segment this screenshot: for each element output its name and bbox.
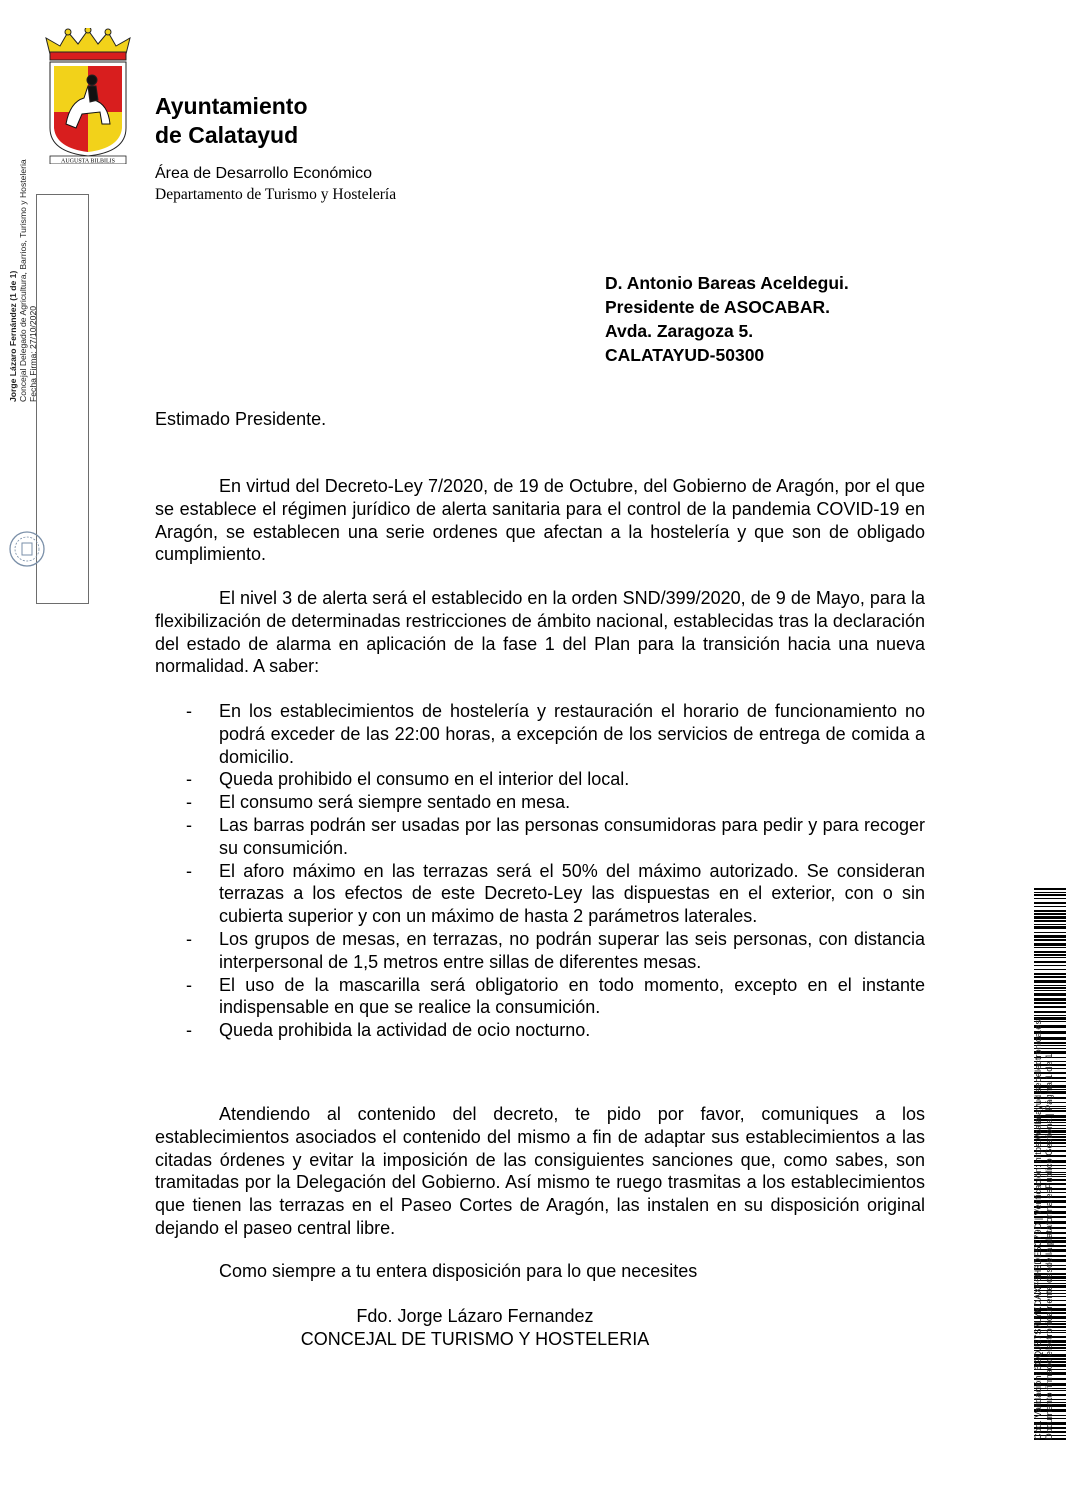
signature-name: Fdo. Jorge Lázaro Fernandez: [356, 1306, 594, 1326]
barcode-bar: [1034, 910, 1066, 912]
stamp-signer: Jorge Lázaro Fernández (1 de 1): [8, 270, 18, 402]
signature-stamp-text: [8, 152, 38, 402]
signature-block: [155, 1305, 795, 1351]
list-item-text: Las barras podrán ser usadas por las personas consumidoras para pedir y para recoger su consumición.: [219, 814, 925, 858]
org-name-line2: de Calatayud: [155, 122, 299, 148]
list-item-text: Los grupos de mesas, en terrazas, no podrán superar las seis personas, con distancia interpersonal de 1,5 metros entre sillas de diferentes mesas.: [219, 928, 925, 972]
barcode-bar: [1034, 916, 1066, 919]
stamp-date: Fecha Firma: 27/10/2020: [28, 305, 38, 402]
list-item: [155, 814, 925, 860]
bullet-dash: -: [186, 701, 192, 721]
org-area: Área de Desarrollo Económico: [155, 165, 372, 182]
recipient-line: Presidente de ASOCABAR.: [605, 297, 830, 317]
list-item-text: Queda prohibida la actividad de ocio nocturno.: [219, 1020, 591, 1041]
paragraph-intro: En virtud del Decreto-Ley 7/2020, de 19 de Octubre, del Gobierno de Aragón, por el que se establece el régimen jurídico de alerta sanitaria para el control de la pandemia COVID-19 en Aragón, se establecen una serie ordenes que afectan a la hostelería y que son de obligado cumplimiento.: [155, 476, 925, 565]
barcode-bar: [1034, 888, 1066, 890]
barcode-bar: [1034, 913, 1066, 915]
verification-code: Cód. Validación: 6GQJS7S7LYKDAXF6H3DE5C79D | Verificación: https://calatayud.sedelectronica.es/: [1033, 1017, 1043, 1440]
barcode-bar: [1034, 898, 1066, 899]
bullet-dash: -: [186, 814, 192, 835]
verification-platform: Documento firmado electrónicamente desde la plataforma esPublico Gestiona | Página 1 de 1: [1044, 1053, 1054, 1440]
salutation: Estimado Presidente.: [155, 409, 327, 429]
coat-motto: AUGUSTA BILBILIS: [60, 158, 116, 164]
list-item-text: El uso de la mascarilla será obligatorio en todo momento, excepto en el instante indispensable en que se realice la consumición.: [219, 974, 925, 1018]
barcode-bar: [1034, 902, 1066, 904]
recipient-address: [605, 271, 849, 367]
signature-title: CONCEJAL DE TURISMO Y HOSTELERIA: [300, 1329, 650, 1349]
list-item: [155, 1019, 925, 1042]
org-name-line1: Ayuntamiento: [155, 93, 308, 119]
measures-list: [155, 700, 925, 1042]
barcode-bar: [1034, 892, 1066, 893]
bullet-dash: -: [186, 769, 192, 790]
bullet-dash: -: [186, 1020, 192, 1041]
list-item-text: Queda prohibido el consumo en el interior del local.: [219, 769, 630, 790]
bullet-dash: -: [186, 928, 192, 949]
paragraph-request: Atendiendo al contenido del decreto, te pido por favor, comuniques a los establecimientos asociados el contenido del mismo a fin de adaptar sus establecimientos a las citadas órdenes y evitar la imposición de las consiguientes sanciones que, como sabes, son tramitadas por la Delegación del Gobierno. Así mismo te ruego trasmitas a los establecimientos que tienen las terrazas en el Paseo Cortes de Aragón, las instalen en su disposición original dejando el paseo central libre.: [155, 1104, 925, 1238]
bullet-dash: -: [186, 974, 192, 995]
list-item: [155, 974, 925, 1020]
list-item: [155, 928, 925, 974]
list-item: [155, 791, 925, 814]
org-department: Departamento de Turismo y Hostelería: [155, 186, 397, 203]
recipient-line: CALATAYUD-50300: [605, 345, 765, 365]
organization-name: [155, 92, 308, 150]
coat-of-arms-logo: [36, 28, 140, 164]
barcode-bar: [1034, 894, 1066, 896]
list-item: [155, 860, 925, 928]
list-item: [155, 700, 925, 768]
seal-icon: [8, 530, 46, 568]
paragraph-alert-level: El nivel 3 de alerta será el establecido en la orden SND/399/2020, de 9 de Mayo, para la flexibilización de determinadas restricciones de ámbito nacional, establecidas tras la declaración del estado de alarma en aplicación de la fase 1 del Plan para la transición hacia una nueva normalidad. A saber:: [155, 588, 925, 677]
closing-line: Como siempre a tu entera disposición para lo que necesites: [219, 1261, 698, 1281]
list-item-text: El aforo máximo en las terrazas será el 50% del máximo autorizado. Se consideran terrazas a los efectos de este Decreto-Ley las dispuestas en el exterior, con o sin cubierta superior y con un máximo de hasta 2 parámetros laterales.: [219, 860, 925, 927]
verification-text: [1033, 920, 1055, 1440]
bullet-dash: -: [186, 860, 192, 881]
stamp-role: Concejal Delegado de Agricultura, Barrios, Turismo y Hosteleria: [18, 159, 28, 402]
list-item: [155, 768, 925, 791]
barcode-bar: [1034, 906, 1066, 907]
recipient-line: D. Antonio Bareas Aceldegui.: [605, 273, 849, 293]
list-item-text: El consumo será siempre sentado en mesa.: [219, 792, 571, 813]
list-item-text: En los establecimientos de hostelería y restauración el horario de funcionamiento no podrá exceder de las 22:00 horas, a excepción de los servicios de entrega de comida a domicilio.: [219, 701, 925, 767]
bullet-dash: -: [186, 792, 192, 813]
recipient-line: Avda. Zaragoza 5.: [605, 321, 754, 341]
